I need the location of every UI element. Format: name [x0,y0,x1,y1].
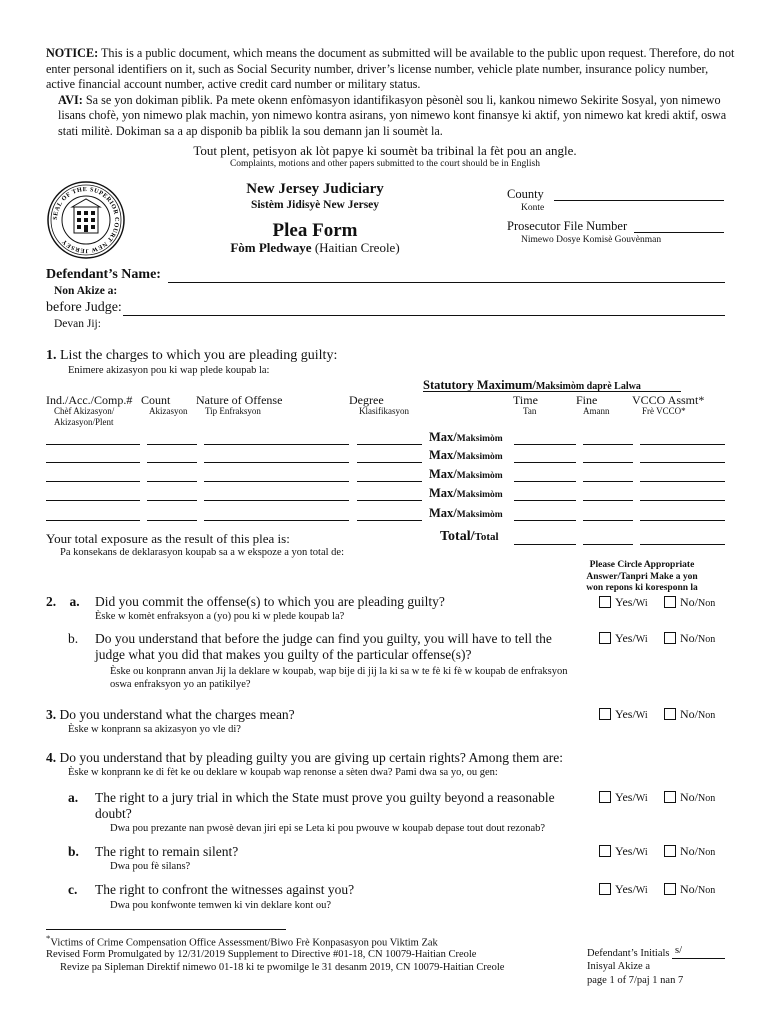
time-field[interactable] [514,481,576,482]
total-time-field[interactable] [514,531,576,545]
court-seal-icon [46,180,126,260]
question-2a [46,594,80,610]
q4a-creole: Dwa pou prezante nan pwosè devan jiri epi se Leta ki pou pwouve w koupab depase tout dout rezonab? [110,823,546,834]
degree-field[interactable] [357,481,422,482]
section1-question [46,348,337,364]
q3-creole: Èske w konprann sa akizasyon yo vle di? [68,724,241,735]
q4b-no-checkbox[interactable] [664,845,676,857]
exposure-label: Your total exposure as the result of this plea is: [46,531,290,546]
q4c-yes-checkbox[interactable] [599,883,611,895]
q2a-no-option[interactable] [664,595,715,610]
q3-text: Do you understand what the charges mean? [59,707,295,722]
col-vcco: VCCO Assmt* [632,393,705,407]
q4-text: Do you understand that by pleading guilty you are giving up certain rights? Among them are: [59,750,564,765]
col-nature: Nature of Offense [196,393,283,407]
count-field[interactable] [147,500,197,501]
prosecutor-label: Prosecutor File Number [507,219,628,233]
col-count: Count [141,393,171,407]
language-note-creole: Tout plent, petisyon ak lòt papye ki soumèt ba tribinal la fèt pou an angle. [193,143,577,158]
form-title-lang: (Haitian Creole) [314,240,400,255]
yes-label: Yes/ [615,882,636,896]
no-label: No/ [680,707,698,721]
table-row [0,467,770,487]
footnote-text: Victims of Crime Compensation Office Assessment/ [50,937,271,949]
prosecutor-file-field[interactable] [634,218,724,233]
prosecutor-creole: Nimewo Dosye Komisè Gouvènman [521,235,662,245]
q4b-creole: Dwa pou fè silans? [110,861,191,872]
no-creole: Non [698,710,716,721]
q3-yes-option[interactable] [599,707,648,722]
max-creole: Maksimòm [456,471,503,481]
q2b-yes-option[interactable] [599,631,648,646]
col-ind: Ind./Acc./Comp.# [46,393,133,407]
degree-field[interactable] [357,520,422,521]
max-text: Max/ [429,506,457,520]
total-vcco-field[interactable] [640,531,725,545]
seal-ring-text: SEAL OF THE SUPERIOR COURT NEW JERSEY [51,185,121,255]
fine-field[interactable] [583,444,633,445]
q4b-yes-option[interactable] [599,844,648,859]
total-label [440,529,499,545]
no-creole: Non [698,847,716,858]
page-number: page 1 of 7/paj 1 nan 7 [587,975,684,986]
max-creole: Maksimòm [456,510,503,520]
q2b-no-checkbox[interactable] [664,632,676,644]
col-time: Time [513,393,538,407]
degree-field[interactable] [357,462,422,463]
question-4 [46,750,563,766]
stat-max-rule [423,391,681,392]
judge-label: before Judge: [46,300,122,315]
section1-creole: Enimere akizasyon pou ki wap plede koupab la: [68,365,270,376]
notice-english [46,46,736,93]
ind-field[interactable] [46,444,140,445]
no-creole: Non [698,598,716,609]
revised-note-creole: Revize pa Sipleman Direktif nimewo 01-18 ki te pwomilge le 31 desanm 2019, CN 10079-Haitian Creole [60,962,505,973]
q4c-creole: Dwa pou konfwonte temwen ki vin deklare kont ou? [110,900,332,911]
q4b-no-option[interactable] [664,844,715,859]
no-creole: Non [698,634,716,645]
no-label: No/ [680,595,698,609]
col-count-creole: Akizasyon [149,406,188,416]
max-label [429,486,503,501]
max-creole: Maksimòm [456,434,503,444]
q4b-yes-checkbox[interactable] [599,845,611,857]
county-label: County [507,187,544,201]
defendant-name-creole: Non Akize a: [54,285,118,297]
col-vcco-creole: Frè VCCO* [642,406,686,416]
yes-creole: Wi [635,710,648,721]
time-field[interactable] [514,520,576,521]
county-field[interactable] [554,186,724,201]
fine-field[interactable] [583,462,633,463]
circle-answer-note [582,560,702,595]
q2-number: 2. [46,594,57,609]
nature-field[interactable] [204,444,349,445]
q4c-no-option[interactable] [664,882,715,897]
max-text: Max/ [429,448,457,462]
col-ind-creole: Chèf Akizasyon/ Akizasyon/Plent [54,406,115,427]
yes-creole: Wi [635,634,648,645]
yes-creole: Wi [635,847,648,858]
judge-field[interactable] [123,300,725,316]
total-fine-field[interactable] [583,531,633,545]
notice-creole [46,93,736,140]
max-text: Max/ [429,430,457,444]
total-text: Total/ [440,529,475,544]
q4a-no-option[interactable] [664,790,715,805]
county-creole: Konte [521,203,545,213]
circle-note-creole: Tanpri Make a yon won repons ki koresponn la [586,571,698,593]
no-label: No/ [680,631,698,645]
q2b-creole: Èske ou konprann anvan Jij la deklare w koupab, wap bije di jij la ki sa w te fè ki fè w koupab de enfraksyon oswa enfraksyon yo an patikilye? [110,666,568,690]
judge-creole: Devan Jij: [54,318,101,330]
footnote [46,933,438,949]
col-time-creole: Tan [523,406,537,416]
col-degree: Degree [349,393,384,407]
q3-number: 3. [46,707,57,722]
q3-no-option[interactable] [664,707,715,722]
yes-label: Yes/ [615,844,636,858]
judiciary-title-creole: Sistèm Jidisyè New Jersey [250,199,380,211]
stat-max-creole: Maksimòm daprè Lalwa [535,381,641,392]
ind-field[interactable] [46,520,140,521]
no-creole: Non [698,793,716,804]
language-note-english: Complaints, motions and other papers submitted to the court should be in English [229,159,541,169]
q4c-letter: c. [68,882,78,897]
ind-field[interactable] [46,500,140,501]
footnote-rule [46,929,286,930]
time-field[interactable] [514,500,576,501]
exposure-creole: Pa konsekans de deklarasyon koupab sa a w ekspoze a yon total de: [60,547,345,558]
max-text: Max/ [429,467,457,481]
q2a-letter: a. [69,594,80,609]
yes-creole: Wi [635,793,648,804]
table-row [0,486,770,506]
max-creole: Maksimòm [456,452,503,462]
q4a-text: The right to a jury trial in which the State must prove you guilty beyond a reasonable doubt? [95,790,555,821]
yes-label: Yes/ [615,595,636,609]
q4b-text: The right to remain silent? [95,844,239,859]
q4-creole: Èske w konprann ke di fèt ke ou deklare w koupab wap renonse a sèten dwa? Pami dwa sa yo, ou gen: [68,767,498,778]
stat-max-label: Statutory Maximum/ [423,378,536,392]
fine-field[interactable] [583,520,633,521]
q2a-yes-option[interactable] [599,595,648,610]
time-field[interactable] [514,444,576,445]
yes-creole: Wi [635,885,648,896]
q4c-yes-option[interactable] [599,882,648,897]
table-row [0,506,770,526]
ind-field[interactable] [46,462,140,463]
no-creole: Non [698,885,716,896]
q2a-yes-checkbox[interactable] [599,596,611,608]
yes-label: Yes/ [615,707,636,721]
nature-field[interactable] [204,500,349,501]
circle-note-english: Please Circle Appropriate Answer/ [586,560,695,582]
initials-label: Defendant’s Initials [587,948,670,959]
q4a-yes-option[interactable] [599,790,648,805]
no-label: No/ [680,844,698,858]
fine-field[interactable] [583,500,633,501]
q4a-no-checkbox[interactable] [664,791,676,803]
max-creole: Maksimòm [456,490,503,500]
question-3 [46,707,295,723]
max-label [429,448,503,463]
q2b-yes-checkbox[interactable] [599,632,611,644]
yes-label: Yes/ [615,631,636,645]
col-degree-creole: Klasifikasyon [359,406,409,416]
vcco-field[interactable] [640,520,725,521]
no-label: No/ [680,882,698,896]
section1-number: 1. [46,348,57,363]
q4a-letter: a. [68,790,79,805]
col-fine: Fine [576,393,598,407]
judiciary-title: New Jersey Judiciary [246,181,384,197]
col-fine-creole: Amann [583,406,610,416]
notice-text: This is a public document, which means the document as submitted will be available to the public upon request. Therefore, do not enter personal identifiers on it, such as Social Security number, driver’s license number, vehicle plate number, insurance policy number, active financial account number, active credit card number or military status. [46,46,735,91]
nature-field[interactable] [204,481,349,482]
col-nature-creole: Tip Enfraksyon [205,406,261,416]
max-label [429,467,503,482]
q2a-creole: Èske w komèt enfraksyon a (yo) pou ki w plede koupab la? [95,611,345,622]
count-field[interactable] [147,444,197,445]
avi-label: AVI: [58,92,83,107]
fine-field[interactable] [583,481,633,482]
time-field[interactable] [514,462,576,463]
nature-field[interactable] [204,520,349,521]
degree-field[interactable] [357,500,422,501]
yes-creole: Wi [635,598,648,609]
notice-label: NOTICE: [46,46,99,60]
form-title-creole: Fòm Pledwaye [230,240,312,255]
q2a-no-checkbox[interactable] [664,596,676,608]
count-field[interactable] [147,481,197,482]
total-creole: Total [474,531,499,543]
form-title: Plea Form [272,220,358,241]
table-row [0,448,770,468]
q4b-letter: b. [68,844,79,859]
q2b-text: Do you understand that before the judge can find you guilty, you will have to tell the judge what you did that makes you guilty of the particular offense(s)? [95,631,552,662]
q4c-text: The right to confront the witnesses against you? [95,882,355,897]
ind-field[interactable] [46,481,140,482]
defendant-name-field[interactable] [168,267,725,283]
table-row [0,430,770,450]
max-label [429,506,503,521]
section1-text: List the charges to which you are pleading guilty: [60,348,338,363]
degree-field[interactable] [357,444,422,445]
footnote-creole: Biwo Frè Konpasasyon pou Viktim Zak [270,937,438,949]
count-field[interactable] [147,462,197,463]
vcco-field[interactable] [640,481,725,482]
nature-field[interactable] [204,462,349,463]
q4a-yes-checkbox[interactable] [599,791,611,803]
form-title-creole-line [200,240,430,256]
q3-yes-checkbox[interactable] [599,708,611,720]
charges-table [0,430,770,530]
count-field[interactable] [147,520,197,521]
q2a-text: Did you commit the offense(s) to which you are pleading guilty? [95,594,445,609]
initials-creole: Inisyal Akize a [587,961,650,972]
avi-text: Sa se yon dokiman piblik. Pa mete okenn enfòmasyon idantifikasyon pèsonèl sou li, kankou nimewo Sekirite Sosyal, yon nimewo lisans chofè, yon nimewo plak machin, yon nimewo kontra asirans, yon nimewo kont finansye ki aktif, yon nimewo kat kredi aktif, oswa stati militè. Dokiman sa a ap disponib ba piblik la sou demann jan li soumèt la. [58,92,727,138]
q4-number: 4. [46,750,57,765]
q2b-no-option[interactable] [664,631,715,646]
max-text: Max/ [429,486,457,500]
no-label: No/ [680,790,698,804]
notice-block [46,46,736,139]
vcco-field[interactable] [640,462,725,463]
vcco-field[interactable] [640,444,725,445]
revised-note: Revised Form Promulgated by 12/31/2019 Supplement to Directive #01-18, CN 10079-Haitian Creole [46,949,477,960]
q3-no-checkbox[interactable] [664,708,676,720]
vcco-field[interactable] [640,500,725,501]
q2b-letter: b. [68,631,79,646]
initials-field[interactable]: s/ [672,945,725,959]
max-label [429,430,503,445]
q4c-no-checkbox[interactable] [664,883,676,895]
footnote-star: * [46,933,51,943]
defendant-name-label: Defendant’s Name: [46,267,161,282]
yes-label: Yes/ [615,790,636,804]
